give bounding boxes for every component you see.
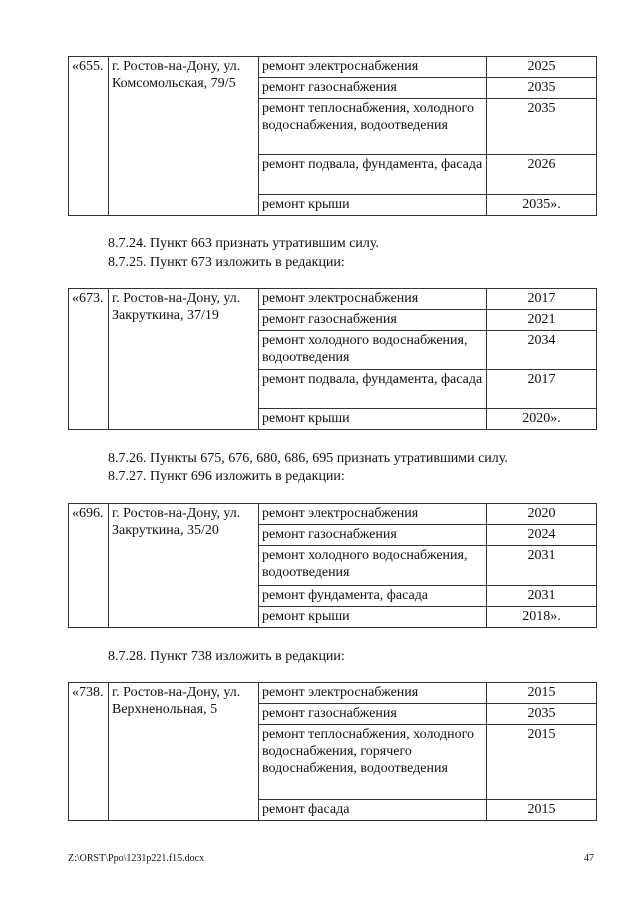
paragraph-8-7-28: 8.7.28. Пункт 738 изложить в редакции: (108, 649, 345, 664)
year-cell: 2015 (487, 800, 597, 821)
table-block-673 (68, 288, 597, 430)
year-cell: 2026 (487, 155, 597, 195)
work-cell: ремонт фасада (259, 800, 487, 821)
work-cell: ремонт крыши (259, 607, 487, 628)
year-cell: 2035 (487, 704, 597, 725)
work-cell: ремонт фундамента, фасада (259, 586, 487, 607)
work-cell: ремонт газоснабжения (259, 78, 487, 99)
year-cell: 2035». (487, 195, 597, 216)
year-cell: 2034 (487, 331, 597, 370)
year-cell: 2025 (487, 57, 597, 78)
work-cell: ремонт электроснабжения (259, 57, 487, 78)
paragraph-8-7-26: 8.7.26. Пункты 675, 676, 680, 686, 695 признать утратившими силу. (108, 451, 508, 466)
work-cell: ремонт теплоснабжения, холодного водоснабжения, горячего водоснабжения, водоотведения (259, 725, 487, 800)
footer-file-path: Z:\ORST\Ppo\1231p221.f15.docx (68, 853, 205, 864)
work-cell: ремонт газоснабжения (259, 704, 487, 725)
year-cell: 2017 (487, 289, 597, 310)
table-block-738 (68, 682, 597, 821)
page-number: 47 (584, 853, 594, 864)
year-cell: 2015 (487, 725, 597, 800)
paragraph-8-7-24: 8.7.24. Пункт 663 признать утратившим силу. (108, 236, 379, 251)
item-number: «696. (69, 504, 109, 628)
year-cell: 2031 (487, 586, 597, 607)
address-cell: г. Ростов-на-Дону, ул. Комсомольская, 79/5 (109, 57, 259, 216)
paragraph-8-7-25: 8.7.25. Пункт 673 изложить в редакции: (108, 255, 345, 270)
item-number: «738. (69, 683, 109, 821)
paragraph-8-7-27: 8.7.27. Пункт 696 изложить в редакции: (108, 469, 345, 484)
item-number: «673. (69, 289, 109, 430)
work-cell: ремонт газоснабжения (259, 310, 487, 331)
item-number: «655. (69, 57, 109, 216)
table-block-655 (68, 56, 597, 216)
work-cell: ремонт холодного водоснабжения, водоотведения (259, 331, 487, 370)
work-cell: ремонт теплоснабжения, холодного водоснабжения, водоотведения (259, 99, 487, 155)
year-cell: 2035 (487, 99, 597, 155)
address-cell: г. Ростов-на-Дону, ул. Закруткина, 37/19 (109, 289, 259, 430)
table-block-696 (68, 503, 597, 628)
year-cell: 2020». (487, 409, 597, 430)
work-cell: ремонт подвала, фундамента, фасада (259, 155, 487, 195)
address-cell: г. Ростов-на-Дону, ул. Закруткина, 35/20 (109, 504, 259, 628)
work-cell: ремонт холодного водоснабжения, водоотведения (259, 546, 487, 586)
year-cell: 2015 (487, 683, 597, 704)
year-cell: 2024 (487, 525, 597, 546)
work-cell: ремонт электроснабжения (259, 289, 487, 310)
year-cell: 2020 (487, 504, 597, 525)
year-cell: 2017 (487, 370, 597, 409)
year-cell: 2021 (487, 310, 597, 331)
year-cell: 2035 (487, 78, 597, 99)
address-cell: г. Ростов-на-Дону, ул. Верхненольная, 5 (109, 683, 259, 821)
work-cell: ремонт электроснабжения (259, 504, 487, 525)
work-cell: ремонт крыши (259, 195, 487, 216)
work-cell: ремонт электроснабжения (259, 683, 487, 704)
year-cell: 2018». (487, 607, 597, 628)
work-cell: ремонт подвала, фундамента, фасада (259, 370, 487, 409)
work-cell: ремонт газоснабжения (259, 525, 487, 546)
year-cell: 2031 (487, 546, 597, 586)
work-cell: ремонт крыши (259, 409, 487, 430)
